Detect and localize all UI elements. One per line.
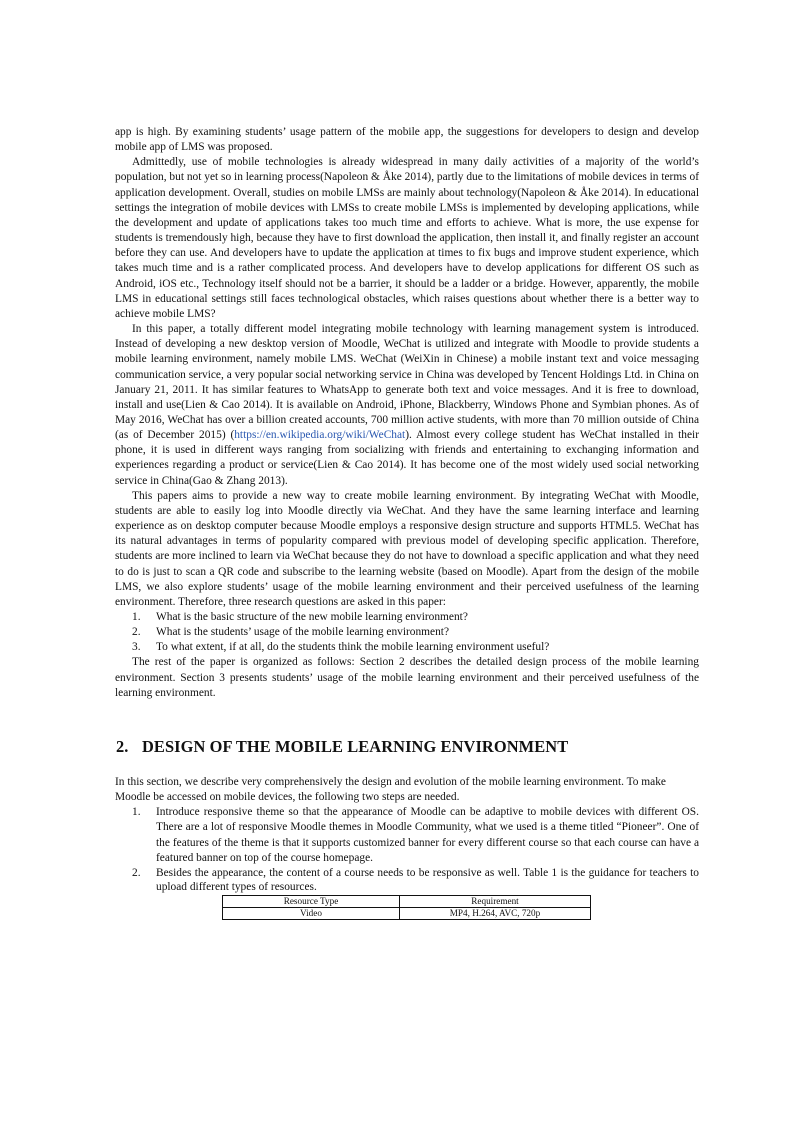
- list-text: Introduce responsive theme so that the appearance of Moodle can be adaptive to mobile devices with different OS. There are a lot of responsive Moodle themes in Moodle Community, what we used is a theme titled “Pioneer”. One of the features of the theme is that it supports customized banner for every different course so that each course can have a featured banner on top of the course homepage.: [156, 806, 699, 864]
- paragraph-wechat-text-b: ). Almost every college student has WeChat installed in their phone, it is used in different ways ranging from socializing with friends and entertaining to exchanging information and experiences regarding a product or service(Lien & Cao 2014). It has become one of the most widely used social networking service in China(Gao & Zhang 2013).: [115, 429, 699, 487]
- list-number: 1.: [132, 611, 141, 623]
- list-number: 3.: [132, 641, 141, 654]
- list-text: What is the students’ usage of the mobile learning environment?: [156, 626, 450, 639]
- table-header-row: [223, 895, 591, 907]
- list-text: What is the basic structure of the new mobile learning environment?: [156, 611, 468, 623]
- table-cell: MP4, H.264, AVC, 720p: [400, 907, 591, 919]
- section-title: DESIGN OF THE MOBILE LEARNING ENVIRONMENT: [142, 736, 569, 756]
- resource-table: [222, 895, 591, 920]
- paragraph-mobile-tech: Admittedly, use of mobile technologies is already widespread in many daily activities of a majority of the world’s population, but not yet so in learning process(Napoleon & Åke 2014), partly due to the limitations of mobile devices in terms of application development. Overall, studies on mobile LMSs are mainly about technology(Napoleon & Åke 2014). In educational settings the integration of mobile devices with LMSs to create mobile LMSs is implemented by developing applications, while the development and update of applications takes too much time and efforts to achieve. What is more, the use expense for students is tremendously high, because they have to first download the application, then install it, and finally register an account before they can use. And developers have to update the application at times to fix bugs and improve student experience, which takes much time and is a rather complicated process. And developers have to develop applications for different OS such as Android, iOS etc., Technology itself should not be a barrier, it should be a ladder or a bridge. However, apparently, the mobile LMS in educational settings still faces technological obstacles, which raises questions about whether there is a better way to achieve mobile LMS?: [115, 156, 699, 320]
- list-number: 2.: [132, 866, 141, 879]
- section-heading: [116, 737, 699, 757]
- list-item: [115, 640, 699, 655]
- wikipedia-link[interactable]: https://en.wikipedia.org/wiki/WeChat: [234, 429, 406, 442]
- list-number: 1.: [132, 806, 141, 819]
- list-item: [115, 866, 699, 895]
- paragraph-wechat-text-a: In this paper, a totally different model integrating mobile technology with learning management system is introduced. Instead of developing a new desktop version of Moodle, WeChat is utilized and integrate with Moodle to provide students a mobile learning environment, namely mobile LMS. WeChat (WeiXin in Chinese) a mobile instant text and voice messaging communication service, a very popular social networking service in China was developed by Tencent Holdings Ltd. in China on January 21, 2011. It has similar features to WhatsApp to generate both text and voice messages. And it is free to download, install and use(Lien & Cao 2014). It is available on Android, iPhone, Blackberry, Windows Phone and Symbian phones. As of May 2016, WeChat has over a billion created accounts, 700 million active students, with more than 70 million outside of China (as of December 2015) (: [115, 323, 699, 442]
- list-item: [115, 805, 699, 866]
- paragraph-aims: This papers aims to provide a new way to create mobile learning environment. By integrating WeChat with Moodle, students are able to easily log into Moodle directly via WeChat. And they have the same learning interface and learning experience as on desktop computer because Moodle employs a responsive design structure and supports HTML5. WeChat has its natural advantages in terms of popularity compared with previous model of developing specific application. Therefore, students are more inclined to learn via WeChat because they do not have to download a specific application and what they need to do is just to scan a QR code and subscribe to the learning website (based on Moodle). Apart from the design of the mobile LMS, we also explore students’ usage of the mobile learning environment and their perceived usefulness of the learning environment. Therefore, three research questions are asked in this paper:: [115, 489, 699, 608]
- table-row: [223, 907, 591, 919]
- research-questions-list: [115, 610, 699, 655]
- paragraph-intro-end: app is high. By examining students’ usage pattern of the mobile app, the suggestions for developers to design and develop mobile app of LMS was proposed.: [115, 126, 699, 154]
- paragraph-wechat: [115, 322, 699, 489]
- section-number: 2.: [116, 736, 129, 756]
- paper-page: [115, 125, 699, 920]
- paragraph-section-intro: In this section, we describe very comprehensively the design and evolution of the mobile learning environment. To make Moodle be accessed on mobile devices, the following two steps are needed.: [115, 775, 666, 804]
- steps-list: [115, 805, 699, 894]
- table-header-cell: Resource Type: [223, 895, 400, 907]
- list-item: [115, 625, 699, 640]
- table-header-cell: Requirement: [400, 895, 591, 907]
- list-number: 2.: [132, 626, 141, 639]
- list-text: To what extent, if at all, do the students think the mobile learning environment useful?: [156, 641, 550, 654]
- paragraph-organization: The rest of the paper is organized as follows: Section 2 describes the detailed design process of the mobile learning environment. Section 3 presents students’ usage of the mobile learning environment and their perceived usefulness of the learning environment.: [115, 656, 699, 699]
- table-cell: Video: [223, 907, 400, 919]
- list-item: [115, 610, 699, 625]
- list-text: Besides the appearance, the content of a course needs to be responsive as well. Table 1 is the guidance for teachers to upload different types of resources.: [156, 866, 699, 894]
